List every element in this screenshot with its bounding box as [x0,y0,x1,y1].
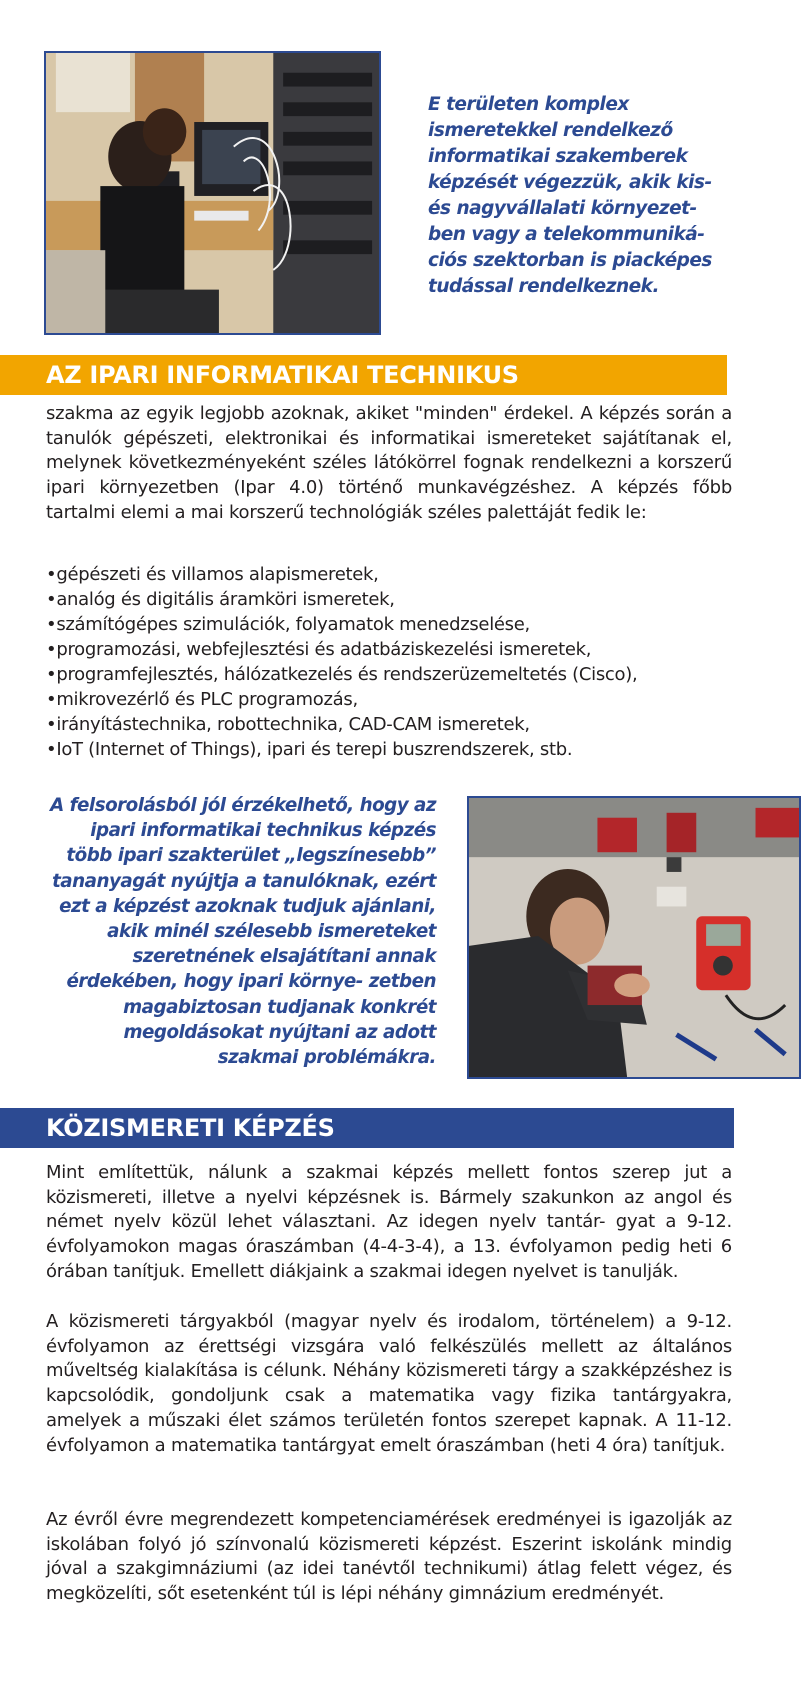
photo-electronics-workshop [467,796,801,1079]
list-item: • programozási, webfejlesztési és adatbáziskezelési ismeretek, [46,637,746,662]
section2-paragraph-3: Az évről évre megrendezett kompetenciamérések eredményei is igazolják az iskolában folyó jó színvonalú közismereti képzést. Eszerint iskolánk mindig jóval a szakgimnáziumi (az idei tanévtől technikumi) átlag felett végez, és megközelíti, sőt esetenként túl is lépi néhány gimnázium eredményét. [46,1509,732,1605]
section1-paragraph [46,402,732,526]
section-heading-kozismereti: KÖZISMERETI KÉPZÉS [0,1108,734,1148]
skills-list [46,562,746,762]
list-item: • gépészeti és villamos alapismeretek, [46,562,746,587]
list-item: • mikrovezérlő és PLC programozás, [46,687,746,712]
section1-paragraph-text: szakma az egyik legjobb azoknak, akiket "minden" érdekel. A képzés során a tanulók gépészeti, elektronikai és informatikai ismereteket sajátítanak el, melynek következményeként széles látókörrel fognak rendelkezni a korszerű ipari környezetben (Ipar 4.0) történő munkavégzéshez. A képzés főbb tartalmi elemi a mai korszerű technológiák széles palettáját fedik le: [46,403,732,523]
list-item: • számítógépes szimulációk, folyamatok menedzselése, [46,612,746,637]
highlight-quote: A felsorolásból jól érzékelhető, hogy az ipari informatikai technikus képzés több ipari szakterület „legszínesebb” tananyagát nyújtja a tanulóknak, ezért ezt a képzést azoknak tudjuk ajánlani, akik minél szélesebb ismereteket szeretnének elsajátítani annak érdekében, hogy ipari környe- zetben magabiztosan tudjanak konkrét megoldásokat nyújtani az adott szakmai problémákra. [50,795,436,1069]
list-item: • analóg és digitális áramköri ismeretek, [46,587,746,612]
photo-electronics-illustration [469,798,799,1077]
photo-network-lab-illustration [46,53,379,333]
list-item: • irányítástechnika, robottechnika, CAD-CAM ismeretek, [46,712,746,737]
intro-text: E területen komplex ismeretekkel rendelkező informatikai szakemberek képzését végezzük, akik kis- és nagyvállalati környezet- ben vagy a telekommuniká- ciós szektorban is piacképes tudással rendelkeznek. [428,94,712,297]
list-item: • IoT (Internet of Things), ipari és terepi buszrendszerek, stb. [46,737,746,762]
list-item: • programfejlesztés, hálózatkezelés és rendszerüzemeltetés (Cisco), [46,662,746,687]
section2-paragraph-1: Mint említettük, nálunk a szakmai képzés mellett fontos szerep jut a közismereti, illetve a nyelvi képzésnek is. Bármely szakunkon az angol és német nyelv közül lehet választani. Az idegen nyelv tantár- gyat a 9-12. évfolyamokon magas óraszámban (4-4-3-4), a 13. évfolyamon pedig heti 6 órában tanítjuk. Emellett diákjaink a szakmai idegen nyelvet is tanulják. [46,1162,732,1282]
section-heading-ipari-informatikai: AZ IPARI INFORMATIKAI TECHNIKUS [0,355,727,395]
section2-paragraph-2: A közismereti tárgyakból (magyar nyelv és irodalom, történelem) a 9-12. évfolyamon az érettségi vizsgára való felkészülés mellett az általános műveltség kialakítása is célunk. Néhány közismereti tárgy a szakképzéshez is kapcsolódik, gondoljunk csak a matematika vagy fizika tantárgyakra, amelyek a műszaki élet számos területén fontos szerepet kapnak. A 11-12. évfolyamon a matematika tantárgyat emelt óraszámban (heti 4 óra) tanítjuk. [46,1311,732,1456]
photo-network-lab [44,51,381,335]
